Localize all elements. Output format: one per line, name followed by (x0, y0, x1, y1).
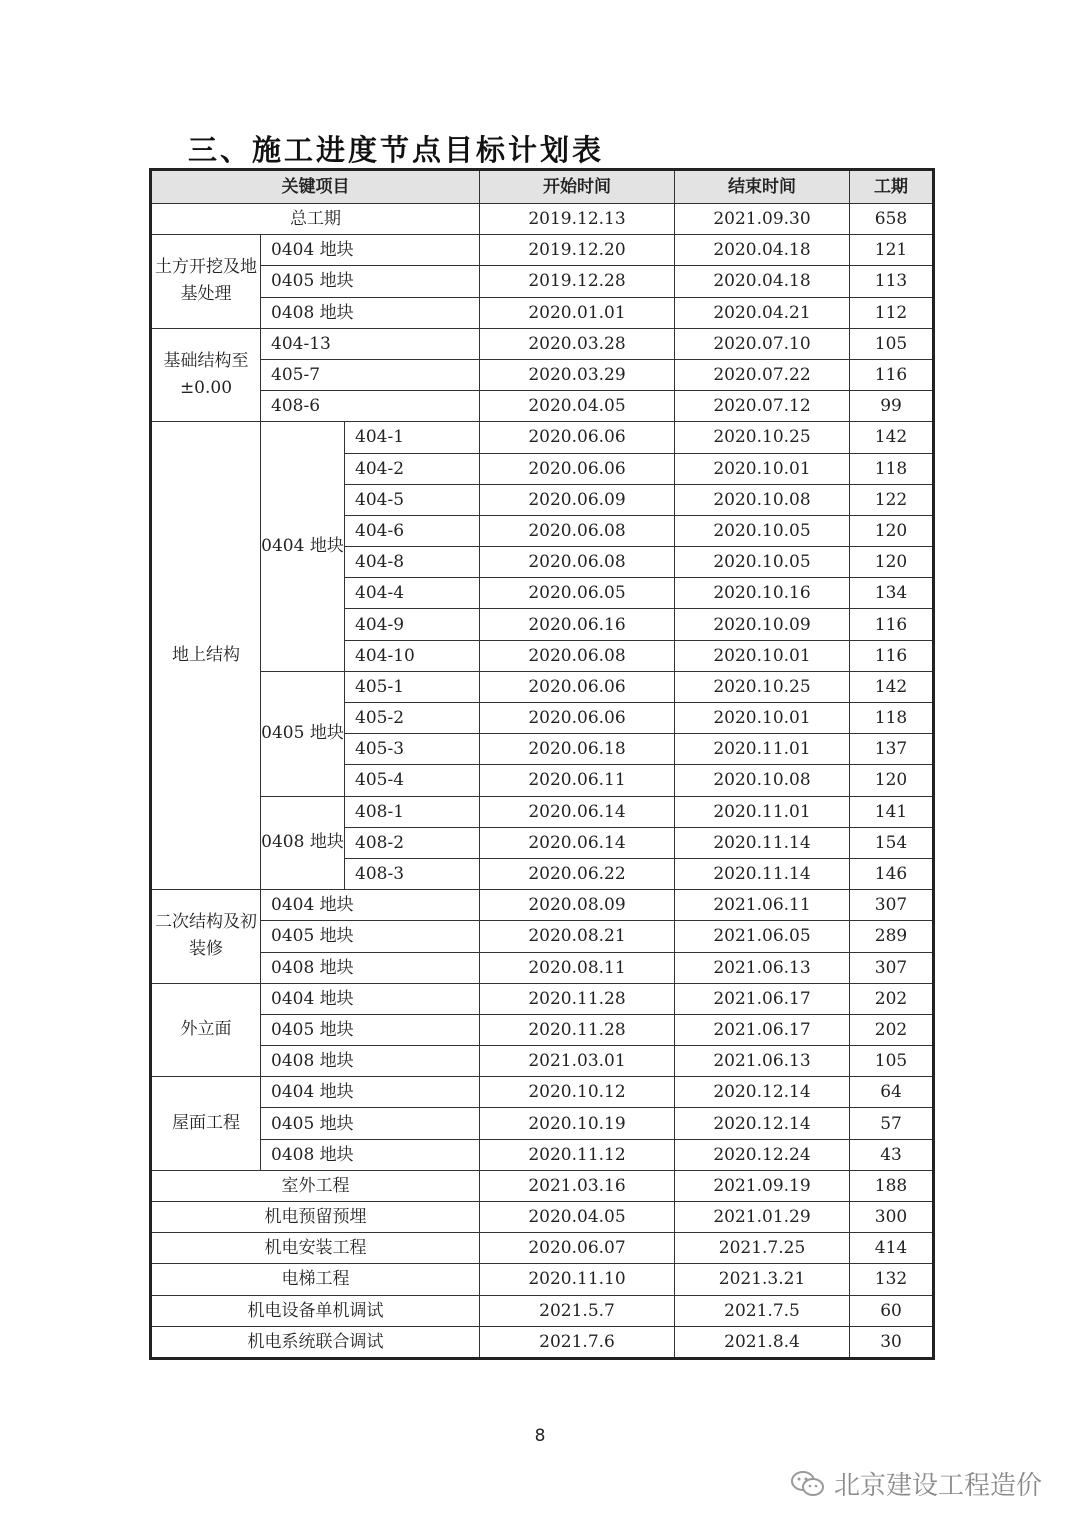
header-end: 结束时间 (675, 170, 850, 204)
end-cell: 2020.11.01 (675, 796, 850, 827)
duration-cell: 137 (850, 734, 934, 765)
end-cell: 2021.09.30 (675, 204, 850, 235)
row-label: 408-3 (345, 858, 480, 889)
start-cell: 2019.12.20 (480, 235, 675, 266)
row-label: 0405 地块 (261, 1108, 480, 1139)
table-row (151, 796, 934, 827)
row-label: 405-3 (345, 734, 480, 765)
table-row (151, 1046, 934, 1077)
start-cell: 2020.08.09 (480, 890, 675, 921)
duration-cell: 658 (850, 204, 934, 235)
duration-cell: 60 (850, 1295, 934, 1326)
end-cell: 2020.10.25 (675, 671, 850, 702)
start-cell: 2020.06.06 (480, 703, 675, 734)
row-label: 405-7 (261, 359, 480, 390)
duration-cell: 99 (850, 391, 934, 422)
duration-cell: 64 (850, 1077, 934, 1108)
start-cell: 2020.06.09 (480, 484, 675, 515)
start-cell: 2019.12.28 (480, 266, 675, 297)
category-cell: 地上结构 (151, 422, 261, 890)
start-cell: 2020.04.05 (480, 391, 675, 422)
table-row (151, 1077, 934, 1108)
duration-cell: 120 (850, 547, 934, 578)
subgroup-cell: 0408 地块 (261, 796, 345, 890)
end-cell: 2021.06.13 (675, 952, 850, 983)
start-cell: 2020.06.06 (480, 453, 675, 484)
row-label: 404-9 (345, 609, 480, 640)
row-label: 0408 地块 (261, 1046, 480, 1077)
category-cell: 屋面工程 (151, 1077, 261, 1171)
table-row (151, 1170, 934, 1201)
start-cell: 2021.03.01 (480, 1046, 675, 1077)
table-row (151, 422, 934, 453)
duration-cell: 120 (850, 765, 934, 796)
row-label: 0405 地块 (261, 266, 480, 297)
duration-cell: 202 (850, 983, 934, 1014)
start-cell: 2020.03.28 (480, 328, 675, 359)
start-cell: 2020.06.05 (480, 578, 675, 609)
table-row (151, 1014, 934, 1045)
start-cell: 2020.11.28 (480, 1014, 675, 1045)
end-cell: 2021.09.19 (675, 1170, 850, 1201)
duration-cell: 132 (850, 1264, 934, 1295)
row-label: 404-4 (345, 578, 480, 609)
row-label: 总工期 (151, 204, 480, 235)
row-label: 404-8 (345, 547, 480, 578)
end-cell: 2020.04.21 (675, 297, 850, 328)
duration-cell: 113 (850, 266, 934, 297)
table-row (151, 1264, 934, 1295)
schedule-table (149, 168, 935, 1360)
category-cell: 外立面 (151, 983, 261, 1077)
start-cell: 2021.7.6 (480, 1326, 675, 1358)
row-label: 408-2 (345, 827, 480, 858)
table-row (151, 235, 934, 266)
table-row (151, 921, 934, 952)
row-label: 405-2 (345, 703, 480, 734)
end-cell: 2021.06.11 (675, 890, 850, 921)
duration-cell: 116 (850, 640, 934, 671)
start-cell: 2020.03.29 (480, 359, 675, 390)
end-cell: 2020.10.01 (675, 640, 850, 671)
row-label: 机电安装工程 (151, 1233, 480, 1264)
duration-cell: 43 (850, 1139, 934, 1170)
end-cell: 2020.10.05 (675, 515, 850, 546)
start-cell: 2020.06.14 (480, 827, 675, 858)
start-cell: 2020.06.08 (480, 640, 675, 671)
start-cell: 2020.01.01 (480, 297, 675, 328)
table-row (151, 890, 934, 921)
duration-cell: 122 (850, 484, 934, 515)
row-label: 机电系统联合调试 (151, 1326, 480, 1358)
table-row (151, 1326, 934, 1358)
end-cell: 2020.10.09 (675, 609, 850, 640)
duration-cell: 112 (850, 297, 934, 328)
row-label: 404-5 (345, 484, 480, 515)
duration-cell: 307 (850, 890, 934, 921)
header-item: 关键项目 (151, 170, 480, 204)
duration-cell: 118 (850, 703, 934, 734)
end-cell: 2021.8.4 (675, 1326, 850, 1358)
row-label: 404-6 (345, 515, 480, 546)
table-row (151, 671, 934, 702)
duration-cell: 188 (850, 1170, 934, 1201)
end-cell: 2020.12.14 (675, 1077, 850, 1108)
table-header-row (151, 170, 934, 204)
end-cell: 2020.12.24 (675, 1139, 850, 1170)
start-cell: 2019.12.13 (480, 204, 675, 235)
duration-cell: 30 (850, 1326, 934, 1358)
end-cell: 2021.3.21 (675, 1264, 850, 1295)
duration-cell: 300 (850, 1202, 934, 1233)
start-cell: 2020.06.11 (480, 765, 675, 796)
row-label: 404-1 (345, 422, 480, 453)
start-cell: 2020.06.18 (480, 734, 675, 765)
end-cell: 2021.06.05 (675, 921, 850, 952)
table-row (151, 204, 934, 235)
duration-cell: 202 (850, 1014, 934, 1045)
row-label: 室外工程 (151, 1170, 480, 1201)
end-cell: 2020.12.14 (675, 1108, 850, 1139)
row-label: 0404 地块 (261, 1077, 480, 1108)
row-label: 408-1 (345, 796, 480, 827)
duration-cell: 120 (850, 515, 934, 546)
row-label: 0404 地块 (261, 983, 480, 1014)
end-cell: 2020.11.01 (675, 734, 850, 765)
start-cell: 2020.06.08 (480, 515, 675, 546)
row-label: 电梯工程 (151, 1264, 480, 1295)
start-cell: 2020.08.11 (480, 952, 675, 983)
end-cell: 2020.10.08 (675, 765, 850, 796)
table-row (151, 1108, 934, 1139)
start-cell: 2020.06.16 (480, 609, 675, 640)
duration-cell: 154 (850, 827, 934, 858)
end-cell: 2020.10.25 (675, 422, 850, 453)
end-cell: 2020.04.18 (675, 235, 850, 266)
end-cell: 2021.7.25 (675, 1233, 850, 1264)
subgroup-cell: 0405 地块 (261, 671, 345, 796)
duration-cell: 121 (850, 235, 934, 266)
start-cell: 2020.11.10 (480, 1264, 675, 1295)
start-cell: 2020.11.12 (480, 1139, 675, 1170)
end-cell: 2020.11.14 (675, 858, 850, 889)
end-cell: 2020.04.18 (675, 266, 850, 297)
row-label: 0404 地块 (261, 235, 480, 266)
table-row (151, 1139, 934, 1170)
watermark (790, 1465, 1042, 1502)
duration-cell: 289 (850, 921, 934, 952)
row-label: 机电设备单机调试 (151, 1295, 480, 1326)
page-number: 8 (534, 1426, 546, 1446)
row-label: 404-10 (345, 640, 480, 671)
row-label: 405-1 (345, 671, 480, 702)
end-cell: 2020.10.16 (675, 578, 850, 609)
header-start: 开始时间 (480, 170, 675, 204)
duration-cell: 414 (850, 1233, 934, 1264)
start-cell: 2020.06.22 (480, 858, 675, 889)
start-cell: 2020.06.07 (480, 1233, 675, 1264)
category-cell: 二次结构及初装修 (151, 890, 261, 984)
end-cell: 2020.11.14 (675, 827, 850, 858)
page-title: 三、施工进度节点目标计划表 (188, 133, 605, 167)
row-label: 405-4 (345, 765, 480, 796)
start-cell: 2021.5.7 (480, 1295, 675, 1326)
duration-cell: 105 (850, 1046, 934, 1077)
start-cell: 2020.06.14 (480, 796, 675, 827)
start-cell: 2021.03.16 (480, 1170, 675, 1201)
end-cell: 2021.06.13 (675, 1046, 850, 1077)
duration-cell: 141 (850, 796, 934, 827)
duration-cell: 134 (850, 578, 934, 609)
start-cell: 2020.10.12 (480, 1077, 675, 1108)
header-duration: 工期 (850, 170, 934, 204)
end-cell: 2020.10.01 (675, 703, 850, 734)
duration-cell: 146 (850, 858, 934, 889)
row-label: 0408 地块 (261, 297, 480, 328)
end-cell: 2020.10.01 (675, 453, 850, 484)
table-row (151, 1202, 934, 1233)
end-cell: 2020.10.08 (675, 484, 850, 515)
table-row (151, 1233, 934, 1264)
subgroup-cell: 0404 地块 (261, 422, 345, 672)
category-cell: 土方开挖及地基处理 (151, 235, 261, 329)
end-cell: 2020.07.22 (675, 359, 850, 390)
row-label: 404-13 (261, 328, 480, 359)
row-label: 404-2 (345, 453, 480, 484)
end-cell: 2021.06.17 (675, 1014, 850, 1045)
row-label: 408-6 (261, 391, 480, 422)
row-label: 0405 地块 (261, 921, 480, 952)
table-row (151, 266, 934, 297)
duration-cell: 57 (850, 1108, 934, 1139)
table-row (151, 359, 934, 390)
table-row (151, 952, 934, 983)
row-label: 0404 地块 (261, 890, 480, 921)
row-label: 0408 地块 (261, 952, 480, 983)
end-cell: 2020.07.10 (675, 328, 850, 359)
row-label: 0405 地块 (261, 1014, 480, 1045)
start-cell: 2020.04.05 (480, 1202, 675, 1233)
table-row (151, 1295, 934, 1326)
duration-cell: 307 (850, 952, 934, 983)
end-cell: 2020.07.12 (675, 391, 850, 422)
table-row (151, 328, 934, 359)
category-cell: 基础结构至±0.00 (151, 328, 261, 422)
duration-cell: 142 (850, 422, 934, 453)
end-cell: 2021.01.29 (675, 1202, 850, 1233)
wechat-icon (790, 1469, 826, 1499)
end-cell: 2020.10.05 (675, 547, 850, 578)
end-cell: 2021.06.17 (675, 983, 850, 1014)
duration-cell: 105 (850, 328, 934, 359)
duration-cell: 118 (850, 453, 934, 484)
start-cell: 2020.06.06 (480, 671, 675, 702)
row-label: 0408 地块 (261, 1139, 480, 1170)
duration-cell: 142 (850, 671, 934, 702)
start-cell: 2020.06.08 (480, 547, 675, 578)
table-row (151, 297, 934, 328)
start-cell: 2020.08.21 (480, 921, 675, 952)
duration-cell: 116 (850, 609, 934, 640)
table-row (151, 391, 934, 422)
end-cell: 2021.7.5 (675, 1295, 850, 1326)
start-cell: 2020.10.19 (480, 1108, 675, 1139)
table-row (151, 983, 934, 1014)
duration-cell: 116 (850, 359, 934, 390)
watermark-text: 北京建设工程造价 (833, 1471, 1042, 1501)
start-cell: 2020.06.06 (480, 422, 675, 453)
row-label: 机电预留预埋 (151, 1202, 480, 1233)
start-cell: 2020.11.28 (480, 983, 675, 1014)
